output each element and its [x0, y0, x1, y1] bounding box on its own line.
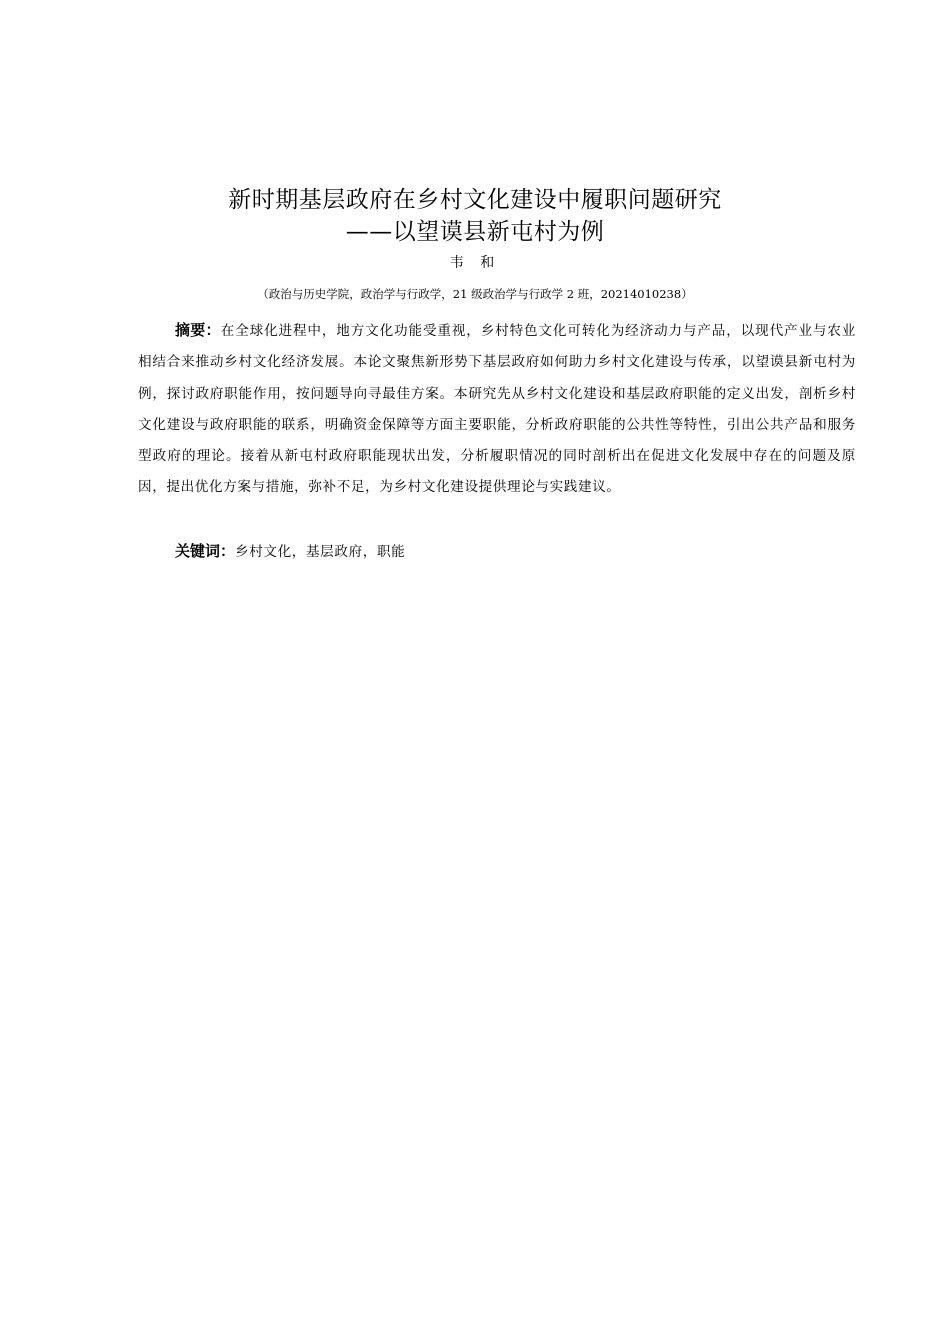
author-name: 韦 和: [449, 255, 501, 271]
abstract-text: 在全球化进程中，地方文化功能受重视，乡村特色文化可转化为经济动力与产品，以现代产业与农业相结合来推动乡村文化经济发展。本论文聚焦新形势下基层政府如何助力乡村文化建设与传承，以望谟县新屯村为例，探讨政府职能作用，按问题导向寻最佳方案。本研究先从乡村文化建设和基层政府职能的定义出发，剖析乡村文化建设与政府职能的联系，明确资金保障等方面主要职能，分析政府职能的公共性等特性，引出公共产品和服务型政府的理论。接着从新屯村政府职能现状出发，分析履职情况的同时剖析出在促进文化发展中存在的问题及原因，提出优化方案与措施，弥补不足，为乡村文化建设提供理论与实践建议。: [138, 323, 856, 496]
keywords: [175, 537, 855, 566]
abstract: [138, 315, 856, 504]
paper-subtitle: ——以望谟县新屯村为例: [345, 219, 605, 245]
author-affiliation: （政治与历史学院，政治学与行政学，21 级政治学与行政学 2 班，20214010238）: [257, 287, 693, 301]
keywords-text: 乡村文化，基层政府，职能: [235, 544, 406, 560]
keywords-label: 关键词：: [175, 542, 236, 560]
abstract-label: 摘要：: [175, 321, 221, 339]
paper-title: 新时期基层政府在乡村文化建设中履职问题研究: [228, 187, 722, 213]
